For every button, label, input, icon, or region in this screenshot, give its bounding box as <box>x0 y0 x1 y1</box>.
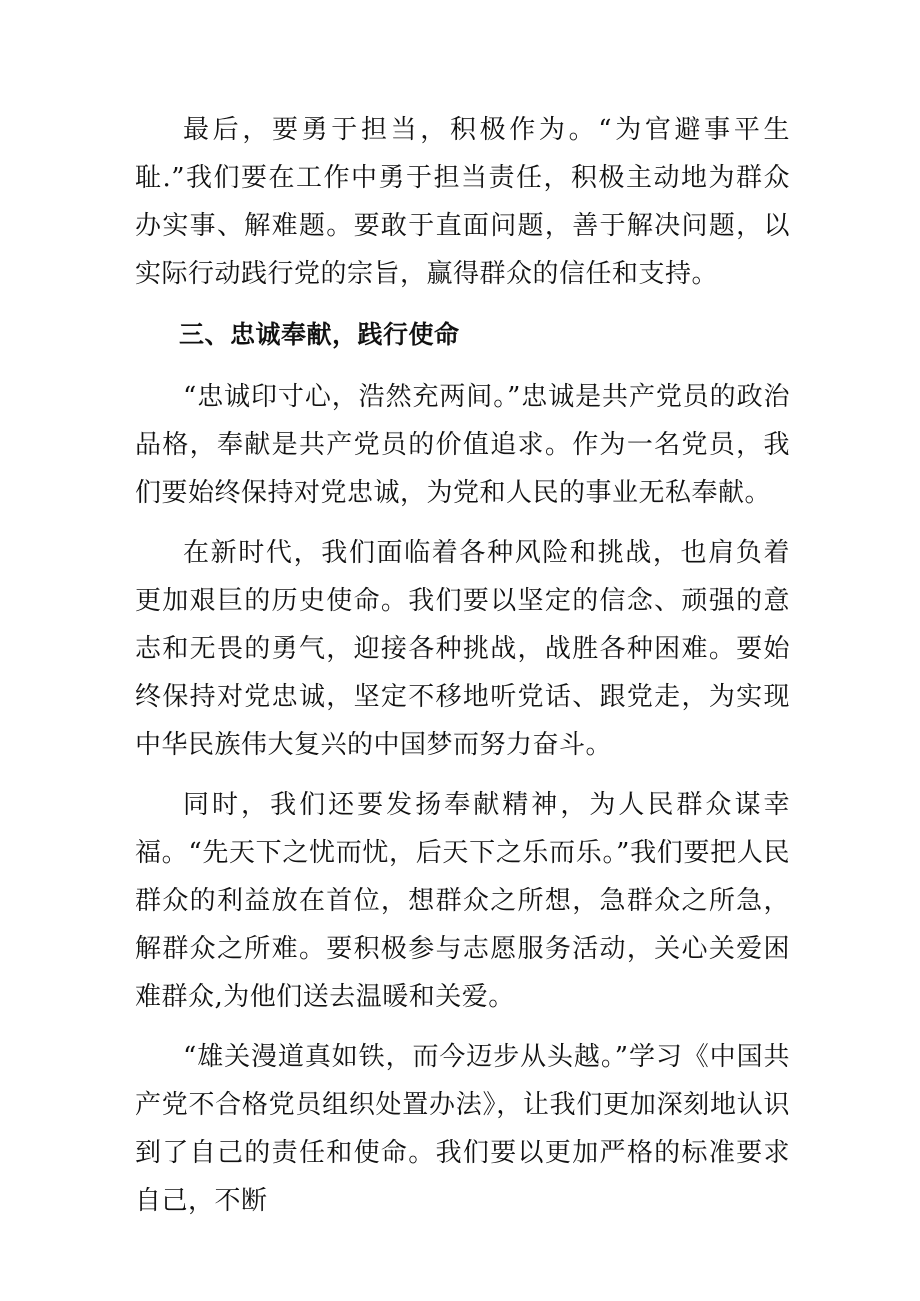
paragraph-study-reflection <box>135 1033 790 1225</box>
paragraph-text: “雄关漫道真如铁，而今迈步从头越。”学习《中国共产党不合格党员组织处置办法》，让我们更加深刻地认识到了自己的责任和使命。我们要以更加严格的标准要求自己，不断 <box>135 1042 790 1216</box>
section-heading-text: 三、忠诚奉献，践行使命 <box>179 320 460 349</box>
paragraph-text: 最后，要勇于担当，积极作为。“为官避事平生耻.”我们要在工作中勇于担当责任，积极主动地为群众办实事、解难题。要敢于直面问题，善于解决问题，以实际行动践行党的宗旨，赢得群众的信任和支持。 <box>135 115 790 289</box>
section-heading-loyalty <box>135 311 790 359</box>
paragraph-dedication <box>135 781 790 1021</box>
paragraph-text: 在新时代，我们面临着各种风险和挑战，也肩负着更加艰巨的历史使命。我们要以坚定的信念、顽强的意志和无畏的勇气，迎接各种挑战，战胜各种困难。要始终保持对党忠诚，坚定不移地听党话、跟党走，为实现中华民族伟大复兴的中国梦而努力奋斗。 <box>135 538 790 760</box>
paragraph-new-era <box>135 529 790 769</box>
paragraph-loyalty-quote <box>135 373 790 517</box>
paragraph-text: 同时，我们还要发扬奉献精神，为人民群众谋幸福。“先天下之忧而忧，后天下之乐而乐。”我们要把人民群众的利益放在首位，想群众之所想，急群众之所急，解群众之所难。要积极参与志愿服务活动，关心关爱困难群众,为他们送去温暖和关爱。 <box>135 790 790 1012</box>
paragraph-responsibility <box>135 106 790 298</box>
paragraph-text: “忠诚印寸心，浩然充两间。”忠诚是共产党员的政治品格，奉献是共产党员的价值追求。作为一名党员，我们要始终保持对党忠诚，为党和人民的事业无私奉献。 <box>135 382 790 508</box>
